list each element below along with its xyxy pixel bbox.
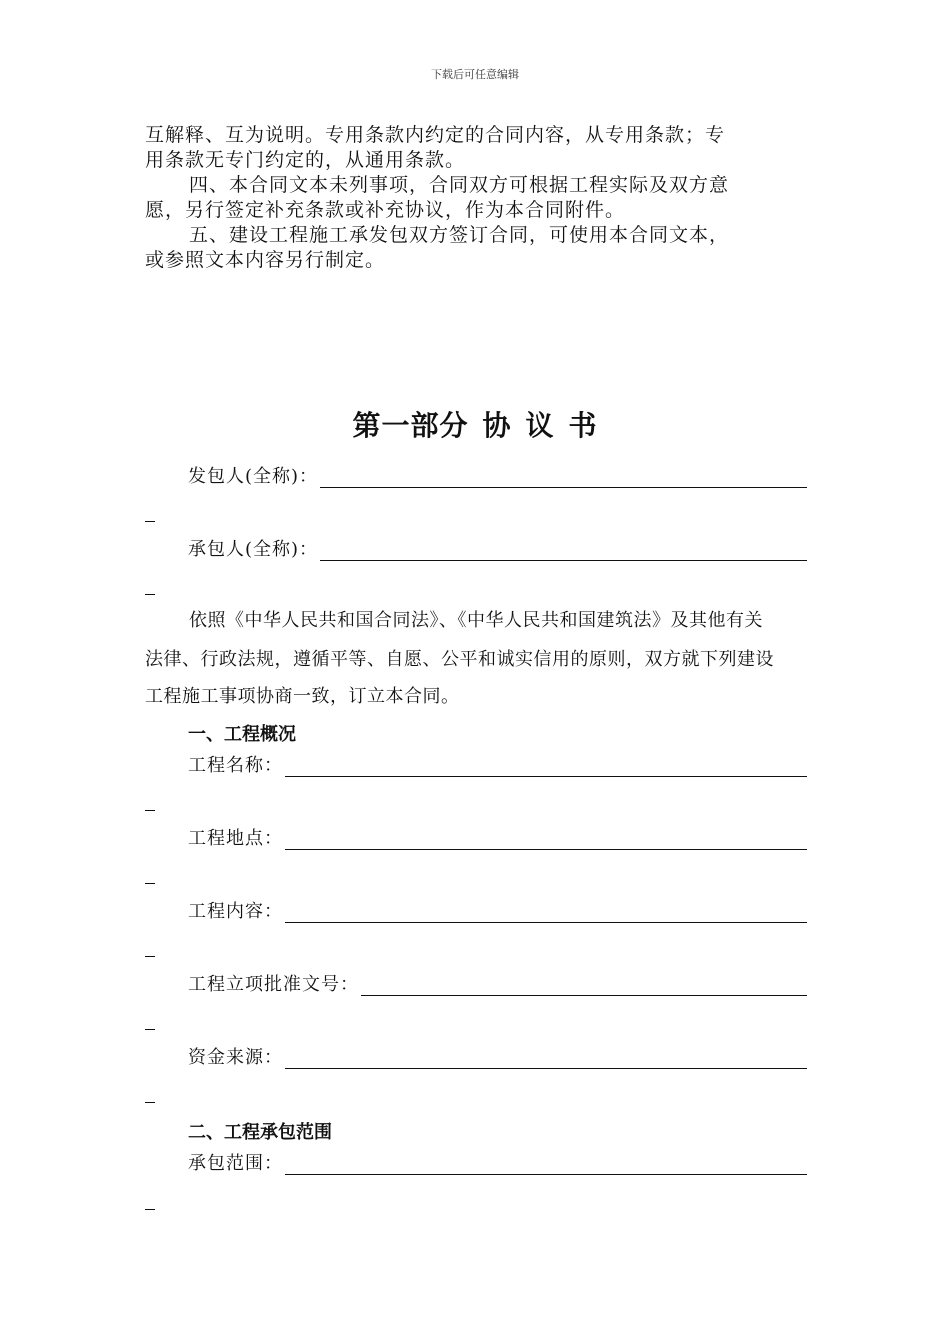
preamble-line-3: 工程施工事项协商一致，订立本合同。 [145,686,460,707]
title-part: 第一部分 [352,409,469,442]
employer-label: 发包人(全称)： [188,466,319,487]
clause-5-line-2: 或参照文本内容另行制定。 [145,249,386,271]
page-header-note: 下载后可任意编辑 [431,68,519,81]
line-continuation-mark [145,883,155,884]
title-char-1: 协 [482,409,512,442]
intro-line-1: 互解释、互为说明。专用条款内约定的合同内容，从专用条款；专 [145,124,726,146]
project-content-blank-line[interactable] [285,902,807,923]
clause-4-line-1: 四、本合同文本未列事项，合同双方可根据工程实际及双方意 [189,174,730,196]
contractor-blank-line[interactable] [320,540,807,561]
line-continuation-mark [145,1209,155,1210]
scope-label: 承包范围： [188,1153,283,1174]
line-continuation-mark [145,521,155,522]
preamble-line-1: 依照《中华人民共和国合同法》、《中华人民共和国建筑法》及其他有关 [189,610,763,631]
preamble-line-2: 法律、行政法规，遵循平等、自愿、公平和诚实信用的原则，双方就下列建设 [145,649,774,670]
project-location-label: 工程地点： [188,828,283,849]
line-continuation-mark [145,1102,155,1103]
contractor-field[interactable] [188,535,807,561]
scope-blank-line[interactable] [285,1154,807,1175]
section-2-heading: 二、工程承包范围 [188,1122,332,1143]
contractor-label: 承包人(全称)： [188,539,319,560]
line-continuation-mark [145,810,155,811]
scope-field[interactable] [188,1149,807,1175]
line-continuation-mark [145,1029,155,1030]
title-char-3: 书 [568,409,598,442]
section-1-heading: 一、工程概况 [188,724,296,745]
funding-source-label: 资金来源： [188,1047,283,1068]
agreement-title [0,404,950,444]
approval-number-label: 工程立项批准文号： [188,974,359,995]
funding-source-blank-line[interactable] [285,1048,807,1069]
intro-line-2: 用条款无专门约定的，从通用条款。 [145,149,466,171]
employer-field[interactable] [188,462,807,488]
line-continuation-mark [145,594,155,595]
clause-5-line-1: 五、建设工程施工承发包双方签订合同，可使用本合同文本， [189,224,730,246]
project-location-field[interactable] [188,824,807,850]
project-content-label: 工程内容： [188,901,283,922]
employer-blank-line[interactable] [320,467,807,488]
line-continuation-mark [145,956,155,957]
approval-number-field[interactable] [188,970,807,996]
project-content-field[interactable] [188,897,807,923]
clause-4-line-2: 愿，另行签定补充条款或补充协议，作为本合同附件。 [145,199,626,221]
project-location-blank-line[interactable] [285,829,807,850]
project-name-label: 工程名称： [188,755,283,776]
approval-number-blank-line[interactable] [361,975,807,996]
project-name-blank-line[interactable] [285,756,807,777]
project-name-field[interactable] [188,751,807,777]
funding-source-field[interactable] [188,1043,807,1069]
title-char-2: 议 [525,409,555,442]
